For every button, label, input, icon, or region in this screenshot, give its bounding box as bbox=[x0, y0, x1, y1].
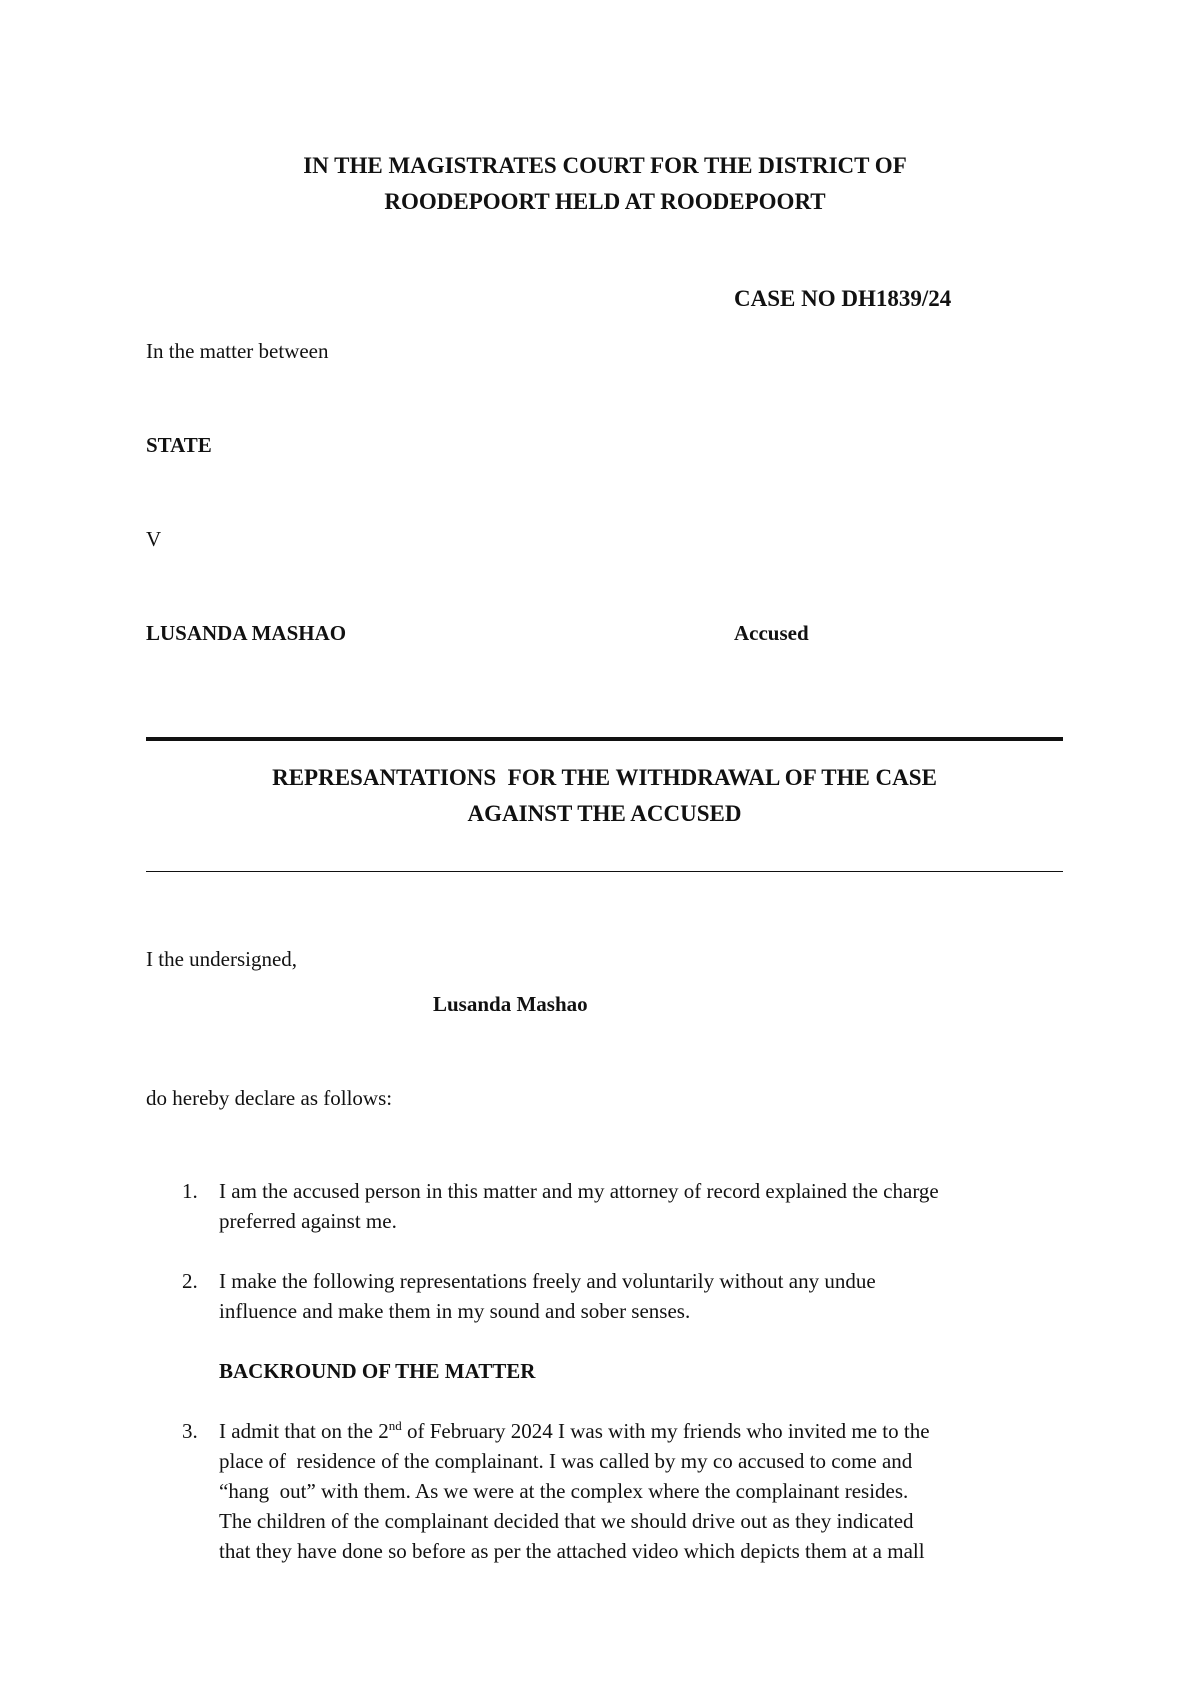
paragraph-line: The children of the complainant decided that we should drive out as they indicated bbox=[219, 1509, 914, 1533]
paragraph-line: I am the accused person in this matter and my attorney of record explained the charge bbox=[219, 1179, 939, 1203]
paragraph-line: that they have done so before as per the attached video which depicts them at a mall bbox=[219, 1539, 925, 1563]
declare-statement: do hereby declare as follows: bbox=[146, 1086, 393, 1110]
paragraph-line: “hang out” with them. As we were at the complex where the complainant resides. bbox=[219, 1479, 909, 1503]
title-bottom-rule bbox=[146, 871, 1063, 872]
document-title-line-2: AGAINST THE ACCUSED bbox=[467, 801, 742, 826]
undersigned-name: Lusanda Mashao bbox=[433, 992, 588, 1016]
paragraph-number: 1. bbox=[182, 1179, 198, 1203]
case-number: CASE NO DH1839/24 bbox=[734, 286, 952, 311]
accused-name: LUSANDA MASHAO bbox=[146, 621, 347, 645]
matter-between-label: In the matter between bbox=[146, 339, 329, 363]
court-heading-line-2: ROODEPOORT HELD AT ROODEPOORT bbox=[384, 189, 826, 214]
paragraph-line: influence and make them in my sound and sober senses. bbox=[219, 1299, 691, 1323]
paragraph-line: place of residence of the complainant. I was called by my co accused to come and bbox=[219, 1449, 913, 1473]
paragraph-line bbox=[219, 1416, 1063, 1446]
paragraph-body bbox=[219, 1416, 1063, 1566]
paragraph-line: preferred against me. bbox=[219, 1209, 397, 1233]
document-title-line-1: REPRESANTATIONS FOR THE WITHDRAWAL OF THE CASE bbox=[272, 765, 937, 790]
court-heading-line-1: IN THE MAGISTRATES COURT FOR THE DISTRICT OF bbox=[303, 153, 907, 178]
paragraph-line: I make the following representations freely and voluntarily without any undue bbox=[219, 1269, 876, 1293]
ordinal-suffix: nd bbox=[388, 1418, 402, 1433]
paragraph-body bbox=[219, 1176, 1063, 1236]
party-state: STATE bbox=[146, 433, 212, 457]
court-heading bbox=[130, 148, 1080, 220]
paragraph-number: 2. bbox=[182, 1269, 198, 1293]
paragraph-line-text: I admit that on the 2 bbox=[219, 1419, 389, 1443]
paragraph-number: 3. bbox=[182, 1419, 198, 1443]
section-heading: BACKROUND OF THE MATTER bbox=[219, 1359, 536, 1383]
document-title bbox=[146, 760, 1063, 832]
paragraph-1 bbox=[146, 1176, 1063, 1236]
title-top-rule bbox=[146, 737, 1063, 741]
paragraph-body bbox=[219, 1266, 1063, 1326]
paragraph-2 bbox=[146, 1266, 1063, 1326]
undersigned-intro: I the undersigned, bbox=[146, 947, 298, 971]
accused-role-label: Accused bbox=[734, 621, 809, 645]
paragraph-line-text: of February 2024 I was with my friends who invited me to the bbox=[401, 1419, 930, 1443]
versus-label: V bbox=[146, 527, 162, 551]
paragraph-3 bbox=[146, 1416, 1063, 1566]
